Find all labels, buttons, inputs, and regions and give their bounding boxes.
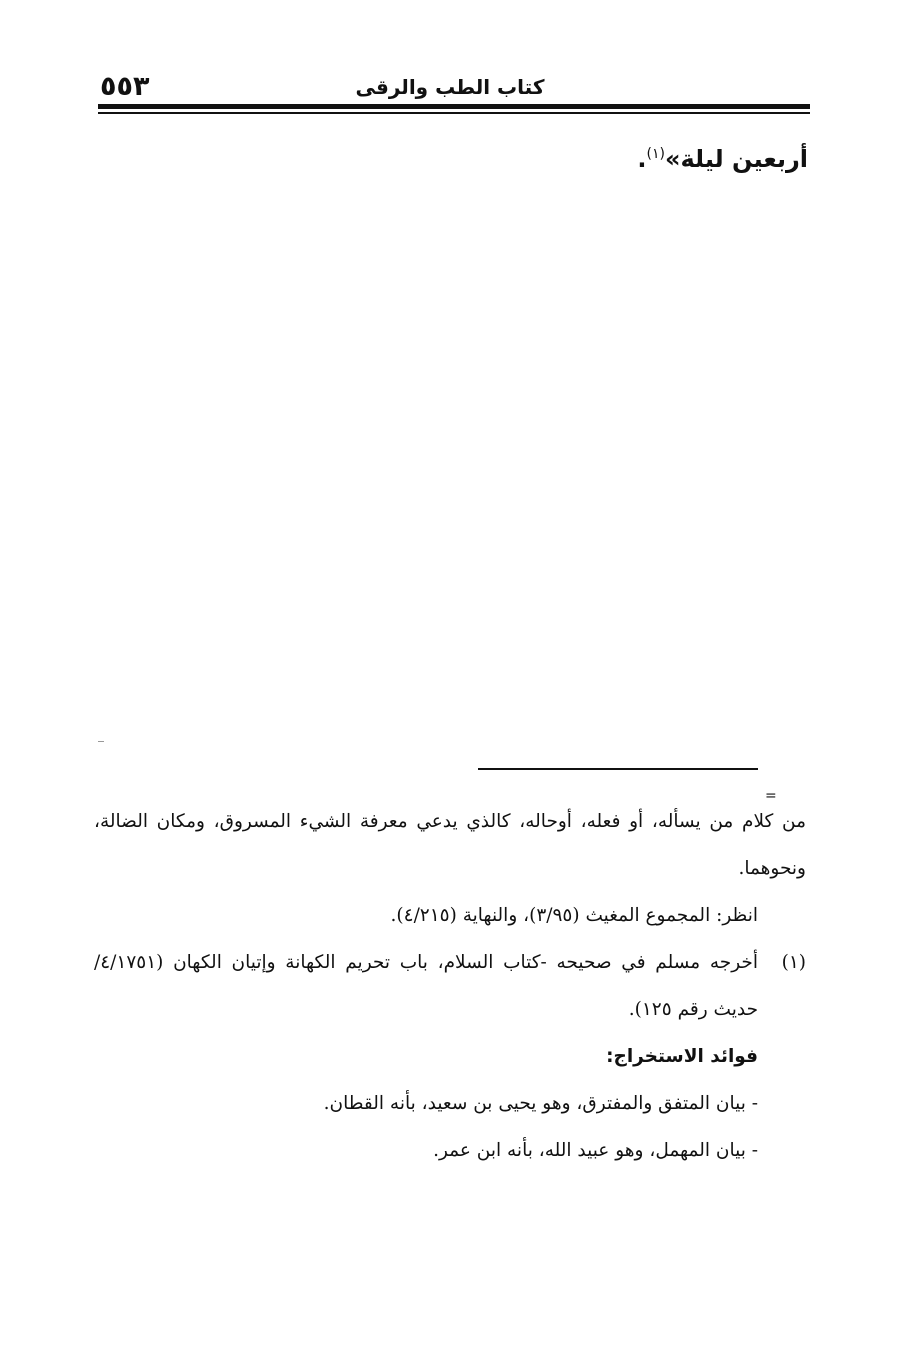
main-end-punctuation: .: [637, 145, 647, 173]
stray-mark: [98, 741, 104, 742]
main-text-line: [108, 132, 808, 181]
footnotes-section: [94, 798, 806, 1174]
footnote-see-also: انظر: المجموع المغيث (٣/٩٥)، والنهاية (٤/٢١٥).: [390, 905, 758, 926]
footnote-continuation: من كلام من يسأله، أو فعله، أوحاله، كالذي يدعي معرفة الشيء المسروق، ومكان الضالة، ونحوهما.: [94, 811, 806, 879]
main-text: أربعين ليلة»: [664, 145, 808, 173]
header-rule-thick: [98, 104, 810, 109]
footnote-1: [94, 939, 806, 1033]
benefits-heading: فوائد الاستخراج:: [606, 1046, 758, 1067]
footnote-separator: [478, 768, 758, 770]
continuation-mark: =: [765, 788, 777, 804]
benefit-item: - بيان المتفق والمفترق، وهو يحيى بن سعيد، بأنه القطان.: [323, 1093, 758, 1114]
running-title: كتاب الطب والرقى: [355, 75, 545, 99]
footnote-1-text: أخرجه مسلم في صحيحه -كتاب السلام، باب تحريم الكهانة وإتيان الكهان (٤/١٧٥١/ حديث رقم ١٢٥).: [94, 952, 758, 1020]
footnote-1-number: (١): [781, 952, 806, 973]
benefit-item: - بيان المهمل، وهو عبيد الله، بأنه ابن عمر.: [433, 1140, 758, 1161]
page-number: ٥٥٣: [100, 71, 150, 102]
header-rule-thin: [98, 112, 810, 114]
footnote-reference: (١): [646, 146, 665, 162]
